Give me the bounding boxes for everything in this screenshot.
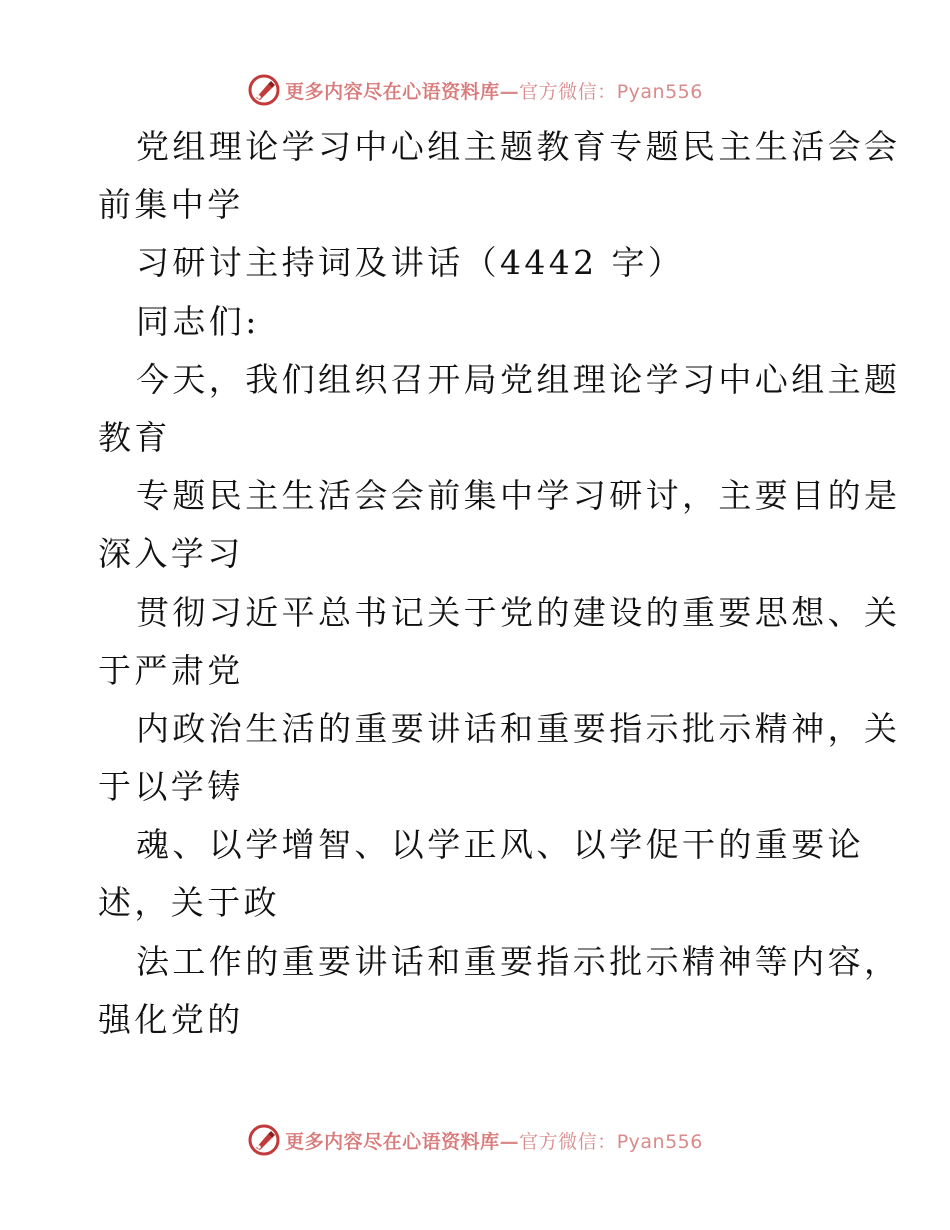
- footer-watermark: [0, 1122, 950, 1158]
- paragraph-line: 于严肃党: [98, 650, 244, 690]
- title-line-3: 习研讨主持词及讲话（4442 字）: [136, 243, 685, 283]
- pen-logo-icon: [247, 1123, 281, 1157]
- paragraph-line: 魂、以学增智、以学正风、以学促干的重要论: [136, 825, 864, 865]
- watermark-text: [285, 1127, 703, 1154]
- title-line-2: 前集中学: [98, 185, 244, 225]
- paragraph-line: 强化党的: [98, 999, 244, 1039]
- paragraph-line: 内政治生活的重要讲话和重要指示批示精神，关: [136, 708, 901, 748]
- paragraph-line: 专题民主生活会会前集中学习研讨，主要目的是: [136, 476, 901, 516]
- watermark-brand: 更多内容尽在心语资料库: [285, 80, 500, 103]
- header-watermark: [0, 72, 950, 108]
- paragraph-line: 教育: [98, 417, 171, 457]
- document-body: [98, 118, 901, 1049]
- watermark-separator: —: [499, 80, 520, 103]
- paragraph-line: 法工作的重要讲话和重要指示批示精神等内容，: [136, 941, 901, 981]
- watermark-contact-id: Pyan556: [616, 80, 703, 103]
- paragraph-line: 述，关于政: [98, 883, 280, 923]
- watermark-contact-id: Pyan556: [616, 1130, 703, 1153]
- watermark-contact-label: 官方微信：: [519, 80, 617, 103]
- watermark-brand: 更多内容尽在心语资料库: [285, 1130, 500, 1153]
- paragraph-line: 于以学铸: [98, 767, 244, 807]
- paragraph-line: 今天，我们组织召开局党组理论学习中心组主题: [136, 359, 901, 399]
- pen-logo-icon: [247, 73, 281, 107]
- paragraph-line: 深入学习: [98, 534, 244, 574]
- salutation: 同志们:: [136, 301, 260, 341]
- title-line-1: 党组理论学习中心组主题教育专题民主生活会会: [136, 127, 901, 166]
- paragraph-line: 贯彻习近平总书记关于党的建设的重要思想、关: [136, 592, 901, 632]
- watermark-contact-label: 官方微信：: [519, 1130, 617, 1153]
- watermark-text: [285, 77, 703, 104]
- watermark-separator: —: [499, 1130, 520, 1153]
